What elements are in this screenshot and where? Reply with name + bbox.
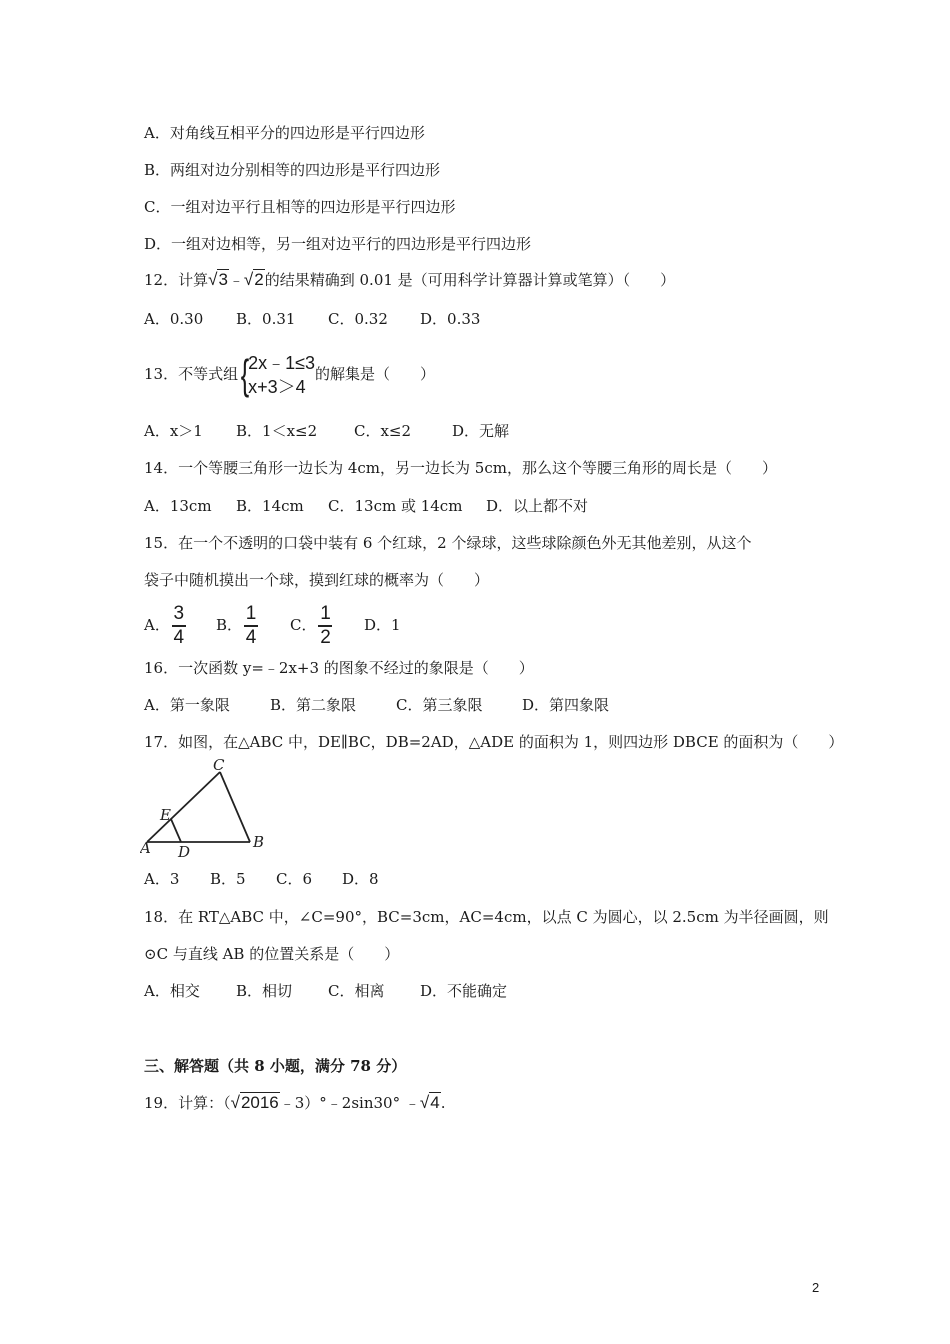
q13-stem — [144, 346, 435, 402]
segment-de — [171, 819, 181, 842]
q13-suffix: 的解集是（ ） — [315, 365, 436, 383]
q18-option-b: B．相切 — [236, 982, 293, 1000]
q16-stem: 16．一次函数 y=﹣2x+3 的图象不经过的象限是（ ） — [144, 659, 534, 677]
q18-option-a: A．相交 — [144, 982, 200, 1000]
q12-prefix: 12．计算 — [144, 271, 209, 289]
q12-minus: ﹣ — [228, 271, 244, 289]
q16-option-c: C．第三象限 — [396, 696, 483, 714]
q12-sqrt-3: √3 — [208, 270, 228, 289]
q13-options — [144, 421, 509, 441]
q18-stem-line1: 18．在 RT△ABC 中，∠C=90°，BC=3cm，AC=4cm，以点 C 为圆心，以 2.5cm 为半径画圆，则 — [144, 908, 829, 926]
q15-option-c: C． $\frac{1}{2}$ — [290, 603, 331, 648]
q17-option-d: D．8 — [342, 870, 379, 888]
q14-option-d: D．以上都不对 — [486, 497, 589, 515]
q11-option-b: B．两组对边分别相等的四边形是平行四边形 — [144, 161, 441, 179]
q13-prefix: 13．不等式组 — [144, 365, 239, 383]
label-e: E — [160, 806, 171, 824]
q12-option-d: D．0.33 — [420, 310, 481, 328]
q18-option-d: D．不能确定 — [420, 982, 508, 1000]
q12-options — [144, 309, 480, 329]
label-b: B — [253, 833, 265, 851]
q15-stem-line1: 15．在一个不透明的口袋中装有 6 个红球，2 个绿球，这些球除颜色外无其他差别，从这个 — [144, 534, 752, 552]
q11-option-a: A．对角线互相平分的四边形是平行四边形 — [144, 124, 425, 142]
q15-option-b: B． $\frac{1}{4}$ — [216, 603, 257, 648]
q14-option-a: A．13cm — [144, 497, 212, 515]
q12-option-c: C．0.32 — [328, 310, 388, 328]
q15-stem-line2: 袋子中随机摸出一个球，摸到红球的概率为（ ） — [144, 571, 490, 589]
segment-cb — [220, 772, 250, 842]
q19-prefix: 19．计算：（ — [144, 1094, 231, 1112]
q12-option-b: B．0.31 — [236, 310, 296, 328]
q14-options — [144, 496, 588, 516]
q13-line2: x+3＞4 — [248, 377, 306, 397]
q12-stem — [144, 270, 675, 290]
q19-sqrt-2016: √2016 — [230, 1093, 279, 1112]
q18-options — [144, 981, 507, 1001]
q11-option-c: C．一组对边平行且相等的四边形是平行四边形 — [144, 198, 456, 216]
q17-option-c: C．6 — [276, 870, 313, 888]
q19-mid: ﹣3）°﹣2sin30° ﹣ — [279, 1094, 420, 1112]
q16-option-a: A．第一象限 — [144, 696, 230, 714]
q11-option-d: D．一组对边相等，另一组对边平行的四边形是平行四边形 — [144, 235, 532, 253]
q12-sqrt-2: √2 — [243, 270, 264, 289]
q12-option-a: A．0.30 — [144, 310, 204, 328]
q19-sqrt-4: √4 — [419, 1093, 440, 1112]
q19-stem — [144, 1093, 445, 1113]
q13-line1: 2x﹣1≤3 — [248, 353, 316, 373]
q13-option-d: D．无解 — [452, 422, 510, 440]
q15-fraction-b: $\frac{1}{4}$ — [245, 603, 257, 648]
q17-triangle-figure — [140, 758, 270, 860]
q13-inequality-system — [238, 351, 315, 399]
q16-option-b: B．第二象限 — [270, 696, 357, 714]
q15-option-a: A． $\frac{3}{4}$ — [144, 603, 185, 648]
q17-option-a: A．3 — [144, 870, 180, 888]
q13-option-b: B．1＜x≤2 — [236, 422, 318, 440]
label-a: A — [140, 839, 151, 857]
label-c: C — [213, 758, 225, 774]
q14-stem: 14．一个等腰三角形一边长为 4cm，另一边长为 5cm，那么这个等腰三角形的周长是（ ） — [144, 459, 777, 477]
q14-option-b: B．14cm — [236, 497, 304, 515]
q15-fraction-a: $\frac{3}{4}$ — [173, 603, 185, 648]
q17-stem: 17．如图，在△ABC 中，DE∥BC，DB=2AD，△ADE 的面积为 1，则四边形 DBCE 的面积为（ ） — [144, 733, 844, 751]
q13-option-c: C．x≤2 — [354, 422, 412, 440]
q16-option-d: D．第四象限 — [522, 696, 610, 714]
q16-options — [144, 695, 609, 715]
q14-option-c: C．13cm 或 14cm — [328, 497, 463, 515]
q18-stem-line2: ⊙C 与直线 AB 的位置关系是（ ） — [144, 945, 400, 963]
q13-option-a: A．x＞1 — [144, 422, 203, 440]
q19-end: . — [440, 1094, 446, 1112]
q12-suffix: 的结果精确到 0.01 是（可用科学计算器计算或笔算）（ ） — [264, 271, 676, 289]
q18-option-c: C．相离 — [328, 982, 385, 1000]
segment-ac — [147, 772, 220, 842]
label-d: D — [178, 843, 191, 860]
q15-options — [144, 600, 401, 650]
q17-options — [144, 869, 379, 889]
q13-brace: { — [240, 351, 250, 398]
q15-option-d: D．1 — [364, 616, 401, 634]
page-number: 2 — [812, 1280, 820, 1295]
section-3-heading: 三、解答题（共 8 小题，满分 78 分） — [144, 1057, 407, 1075]
q17-option-b: B．5 — [210, 870, 246, 888]
q15-fraction-c: $\frac{1}{2}$ — [320, 603, 331, 648]
